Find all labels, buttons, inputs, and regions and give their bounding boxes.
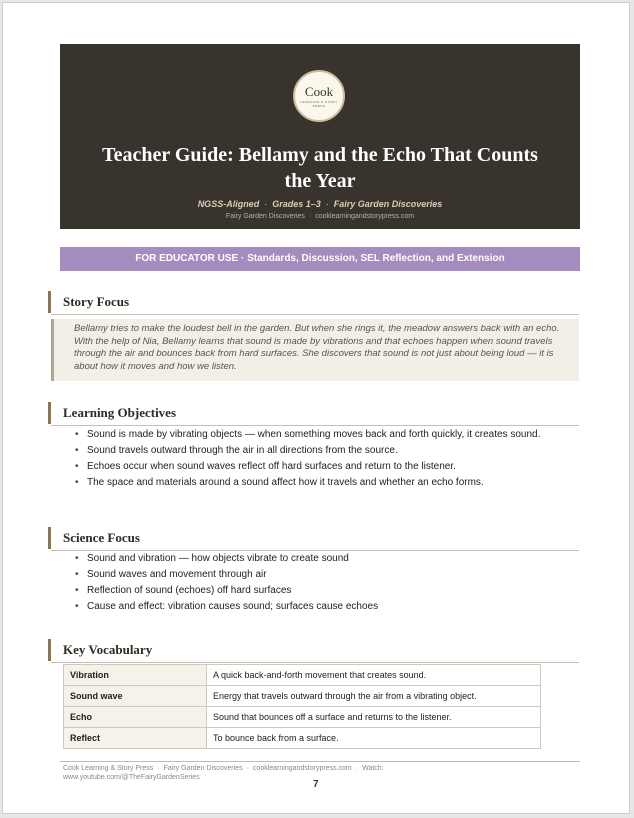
tag-ngss: NGSS-Aligned	[197, 199, 260, 209]
title-line-1: Teacher Guide: Bellamy and the Echo That Counts	[102, 144, 538, 166]
page	[2, 2, 630, 814]
site-series: Fairy Garden Discoveries	[225, 213, 305, 220]
tag-line	[60, 199, 580, 209]
footer-separator: ·	[157, 765, 160, 772]
list-item: • Cause and effect: vibration causes sound; surfaces cause echoes	[73, 601, 573, 614]
vocab-term: Sound wave	[64, 686, 207, 707]
list-item: • Sound waves and movement through air	[73, 569, 573, 582]
vocab-definition: Sound that bounces off a surface and returns to the listener.	[207, 707, 541, 728]
page-title	[60, 142, 580, 194]
science-focus-list	[73, 553, 573, 617]
vocabulary-table	[63, 664, 541, 749]
section-divider	[51, 425, 579, 426]
footer-watch: Watch:	[362, 765, 384, 772]
tag-series: Fairy Garden Discoveries	[333, 199, 443, 209]
list-item: • Sound is made by vibrating objects — when something moves back and forth quickly, it creates sound.	[73, 429, 573, 442]
educator-use-banner: FOR EDUCATOR USE · Standards, Discussion, SEL Reflection, and Extension	[60, 247, 580, 271]
footer-separator: ·	[355, 765, 359, 772]
page-number: 7	[313, 779, 319, 790]
vocab-term: Echo	[64, 707, 207, 728]
footer-publisher: Cook Learning & Story Press	[63, 765, 154, 772]
story-focus-text: Bellamy tries to make the loudest bell in the garden. But when she rings it, the meadow answers back with an echo. With the help of Nia, Bellamy learns that sound is made by vibrations and that echoes happen when sound travels through the air and bounces back from hard surfaces. She discovers that sound is not just about being loud — it is about how it moves and how we listen.	[51, 319, 579, 381]
header-banner	[60, 44, 580, 229]
table-row	[64, 707, 541, 728]
table-row	[64, 686, 541, 707]
learning-objectives-list	[73, 429, 573, 493]
section-divider	[51, 550, 579, 551]
list-item: • Reflection of sound (echoes) off hard surfaces	[73, 585, 573, 598]
tag-separator: ·	[264, 199, 268, 209]
vocab-term: Reflect	[64, 728, 207, 749]
site-line	[60, 213, 580, 220]
section-divider	[51, 662, 579, 663]
science-focus-heading: Science Focus	[48, 527, 140, 549]
list-item: • Sound and vibration — how objects vibrate to create sound	[73, 553, 573, 566]
learning-objectives-heading: Learning Objectives	[48, 402, 176, 424]
vocab-definition: A quick back-and-forth movement that creates sound.	[207, 665, 541, 686]
list-item: • Echoes occur when sound waves reflect off hard surfaces and return to the listener.	[73, 461, 573, 474]
footer-separator: ·	[246, 765, 249, 772]
list-item: • The space and materials around a sound affect how it travels and whether an echo forms.	[73, 477, 573, 490]
vocab-term: Vibration	[64, 665, 207, 686]
footer-series: Fairy Garden Discoveries	[163, 765, 243, 772]
footer-site: cooklearningandstorypress.com	[252, 765, 352, 772]
publisher-logo	[293, 70, 345, 122]
tag-grades: Grades 1–3	[272, 199, 321, 209]
tag-separator: ·	[325, 199, 329, 209]
table-row	[64, 728, 541, 749]
footer-youtube-link[interactable]: www.youtube.com/@TheFairyGardenSeries	[63, 774, 200, 781]
site-separator: ·	[308, 213, 312, 220]
table-row	[64, 665, 541, 686]
story-focus-heading: Story Focus	[48, 291, 129, 313]
footer	[63, 764, 463, 782]
logo-name: Cook	[304, 84, 334, 99]
site-url: cooklearningandstorypress.com	[315, 213, 415, 220]
title-line-2: the Year	[284, 170, 356, 192]
vocab-definition: Energy that travels outward through the air from a vibrating object.	[207, 686, 541, 707]
key-vocabulary-heading: Key Vocabulary	[48, 639, 152, 661]
logo-subtitle: LEARNING & STORY PRESS	[300, 100, 338, 108]
section-divider	[51, 314, 579, 315]
vocab-definition: To bounce back from a surface.	[207, 728, 541, 749]
footer-divider	[60, 761, 580, 762]
list-item: • Sound travels outward through the air in all directions from the source.	[73, 445, 573, 458]
